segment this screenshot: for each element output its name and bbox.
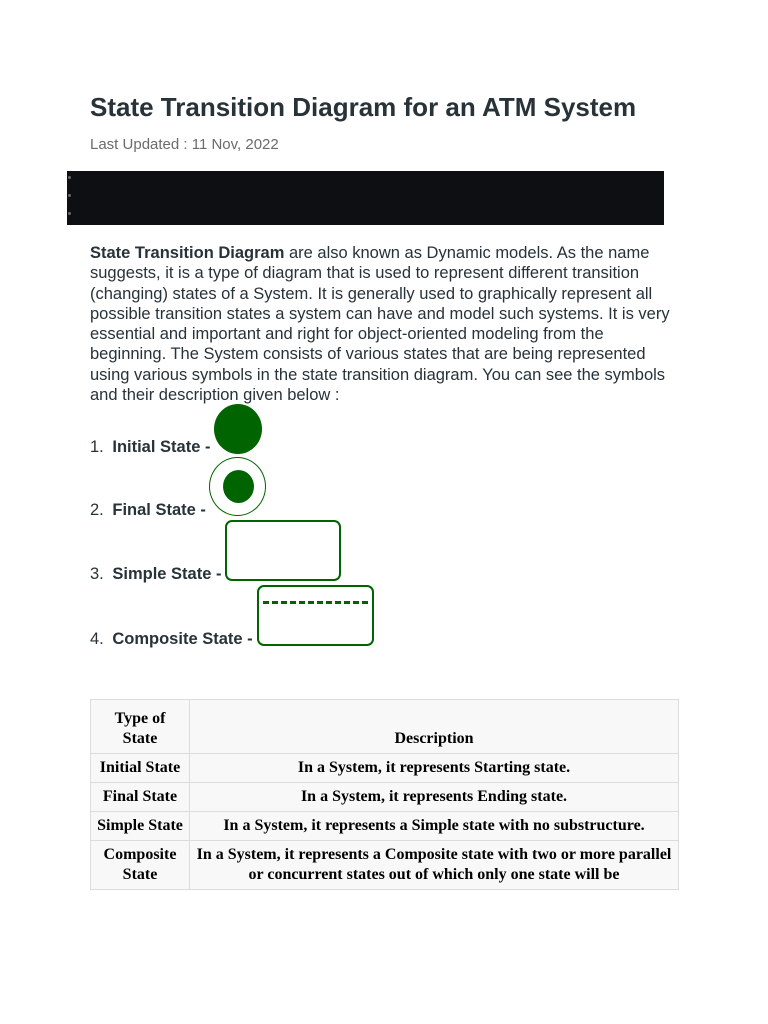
table-row xyxy=(91,812,679,841)
page-title: State Transition Diagram for an ATM System xyxy=(90,92,637,122)
composite-divider-dashed xyxy=(263,601,368,604)
symbol-label: Final State - xyxy=(112,501,206,519)
cell-description: In a System, it represents a Composite state with two or more parallel or concurrent states out of which only one state will be xyxy=(190,841,679,890)
cell-type: Simple State xyxy=(91,812,190,841)
final-state-symbol xyxy=(209,457,266,516)
table-header-row xyxy=(91,700,679,754)
cell-type: Composite State xyxy=(91,841,190,890)
state-types-table xyxy=(90,699,679,890)
cell-description: In a System, it represents a Simple state with no substructure. xyxy=(190,812,679,841)
list-number: 3. xyxy=(90,565,104,583)
table-row xyxy=(91,754,679,783)
table-row xyxy=(91,841,679,890)
cell-description: In a System, it represents Ending state. xyxy=(190,783,679,812)
initial-state-symbol xyxy=(214,404,262,454)
simple-state-symbol xyxy=(225,520,341,581)
cell-type: Initial State xyxy=(91,754,190,783)
intro-bold-term: State Transition Diagram xyxy=(90,244,285,262)
banner-dot xyxy=(68,212,71,215)
banner-dot xyxy=(68,176,71,179)
header-type: Type of State xyxy=(91,700,190,754)
composite-state-symbol xyxy=(257,585,374,646)
cell-type: Final State xyxy=(91,783,190,812)
ad-banner[interactable] xyxy=(67,171,664,225)
symbol-item-final xyxy=(90,501,206,520)
table-row xyxy=(91,783,679,812)
intro-paragraph xyxy=(90,243,675,405)
symbol-item-simple xyxy=(90,565,221,584)
banner-dot xyxy=(68,194,71,197)
header-description: Description xyxy=(190,700,679,754)
final-state-inner-dot xyxy=(223,470,254,503)
list-number: 4. xyxy=(90,630,104,648)
symbol-item-initial xyxy=(90,438,210,457)
list-number: 2. xyxy=(90,501,104,519)
last-updated: Last Updated : 11 Nov, 2022 xyxy=(90,136,279,153)
symbol-label: Initial State - xyxy=(112,438,211,456)
symbol-label: Simple State - xyxy=(112,565,222,583)
symbol-item-composite xyxy=(90,630,253,649)
list-number: 1. xyxy=(90,438,104,456)
intro-text: are also known as Dynamic models. As the name suggests, it is a type of diagram that is used to represent different transition (changing) states of a System. It is generally used to graphically represent all possible transition states a system can have and model such systems. It is very essential and important and right for object-oriented modeling from the beginning. The System consists of various states that are being represented using various symbols in the state transition diagram. You can see the symbols and their description given below : xyxy=(90,244,670,405)
symbol-label: Composite State - xyxy=(112,630,253,648)
cell-description: In a System, it represents Starting state. xyxy=(190,754,679,783)
